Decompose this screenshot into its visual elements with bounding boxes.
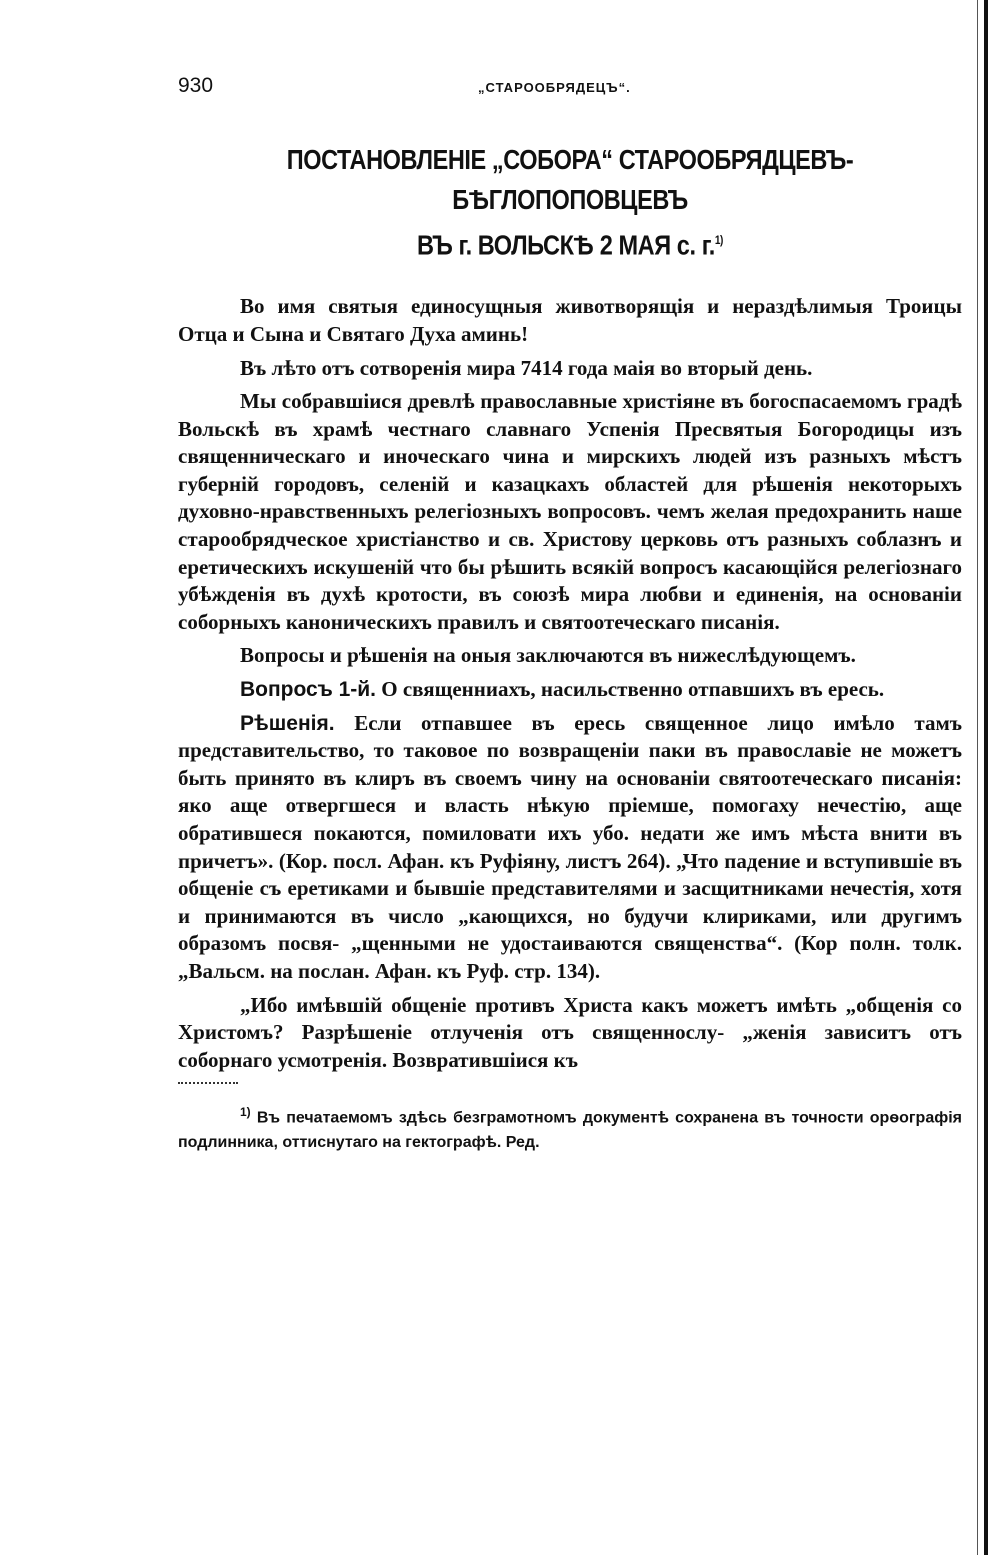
page-header (178, 68, 962, 108)
title-footnote-ref[interactable]: 1) (714, 233, 723, 247)
document-page (178, 68, 962, 1155)
paragraph-preamble: Мы собравшіися древлѣ православные христіяне въ богоспасаемомъ градѣ Вольскѣ въ храмѣ честнаго славнаго Успенія Пресвятыя Богородицы изъ священническаго и иноческаго чина и мирскихъ людей изъ разныхъ мѣстъ губерній городовъ, селеній и казацкахъ областей для рѣшенія некоторыхъ духовно-нравственныхъ релегіозныхъ вопросовъ. чемъ желая предохранить наше старообрядческое христіанство и св. Христову церковь отъ разныхъ соблазнъ и еретическихъ искушеній что бы рѣшить всякій вопросъ касающійся релегіознаго убѣжденія въ духѣ кротости, въ союзѣ мира любви и единенія, на основаніи соборныхъ каноническихъ правилъ и святоотеческаго писанія. (178, 389, 962, 634)
resolution-label: Рѣшенія. (240, 711, 335, 735)
paragraph-intro-questions: Вопросы и рѣшенія на оныя заключаются въ нижеслѣдующемъ. (240, 643, 856, 668)
question-text: О священниахъ, насильственно отпавшихъ въ ересь. (381, 677, 885, 702)
question-label: Вопросъ 1-й. (240, 678, 377, 702)
title-line-2: ВЪ г. ВОЛЬСКѢ 2 МАЯ с. г.$^{1)}$ (417, 229, 723, 261)
paragraph-date: Въ лѣто отъ сотворенія мира 7414 года маія во вторый день. (240, 355, 813, 380)
paragraph-resolution-1 (178, 710, 962, 986)
paragraph-continuation: „Ибо имѣвшій общеніе противъ Христа какъ можетъ имѣть „общенія со Христомъ? Разрѣшеніе отлученія отъ священнослу- „женія зависитъ отъ соборнаго усмотренія. Возвратившіися къ (178, 992, 962, 1072)
document-title (184, 140, 957, 265)
footnote (178, 1100, 962, 1154)
resolution-text: Если отпавшее въ ересь священное лицо имѣло тамъ представительство, то таковое по возвращеніи паки въ православіе не можетъ быть принято въ клиръ въ своемъ чину на основаніи святоотеческаго писанія: яко аще отвергшеся и власть нѣкую пріемше, помогаху нечестію, аще обратившеся покаются, помиловати ихъ убо. недати же имъ мѣста внити въ причетъ». (Кор. посл. Афан. къ Руфіяну, листъ 264). „Что падение и вступившіе въ общеніе съ еретиками и бывшіе представителями и засщитниками нечестія, хотя и принимаются въ число „кающихся, но будучи клириками, или другимъ образомъ посвя- „щенными не удостаиваются священства“. (Кор полн. толк. „Вальсм. на послан. Афан. къ Руф. стр. 134). (178, 710, 962, 983)
title-line-1: ПОСТАНОВЛЕНІЕ „СОБОРА“ СТАРООБРЯДЦЕВЪ-БѢГЛОПОПОВЦЕВЪ (286, 144, 854, 215)
paragraph-question-1 (178, 676, 962, 704)
footnote-text: Въ печатаемомъ здѣсь безграмотномъ документѣ сохранена въ точности орѳографія подлинника, оттиснутаго на гектографѣ. Ред. (178, 1109, 962, 1151)
document-body (178, 293, 962, 1074)
page-edge-line (984, 0, 988, 1555)
page-edge-thin-line (977, 0, 978, 1555)
footnote-separator (178, 1082, 238, 1086)
page-number: 930 (178, 74, 214, 97)
running-title: „СТАРООБРЯДЕЦЪ“. (478, 80, 631, 95)
paragraph-invocation: Во имя святыя единосущныя животворящія и нераздѣлимыя Троицы Отца и Сына и Святаго Духа аминь! (178, 294, 962, 346)
footnote-marker: 1) (240, 1105, 251, 1120)
